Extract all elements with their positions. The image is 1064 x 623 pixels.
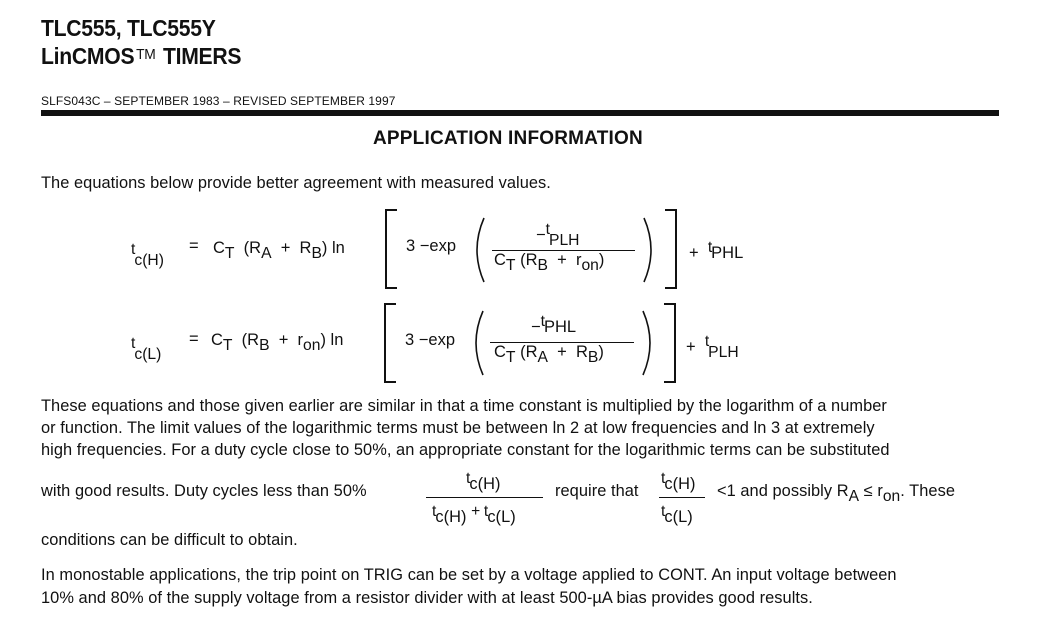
eq1-right-bracket	[661, 208, 681, 290]
paragraph1-line5: conditions can be difficult to obtain.	[41, 531, 298, 549]
eq2-left-paren	[467, 309, 487, 377]
document-id: SLFS043C – SEPTEMBER 1983 – REVISED SEPTEMBER 1997	[41, 94, 396, 108]
eq2-numerator: −tPHL	[531, 313, 577, 336]
eq2-tail: + $t_{PLH}$	[686, 333, 739, 361]
intro-text: The equations below provide better agreement with measured values.	[41, 174, 551, 192]
trademark-mark: TM	[136, 46, 156, 63]
duty-fraction-bar	[426, 497, 543, 498]
paragraph1-line2: or function. The limit values of the logarithmic terms must be between ln 2 at low frequencies and ln 3 at extremely	[41, 419, 875, 437]
eq1-tail: + tPHL	[689, 239, 744, 262]
paragraph1-line1: These equations and those given earlier are similar in that a time constant is multiplied by the logarithm of a number	[41, 397, 887, 415]
document-title-line2	[41, 42, 241, 69]
section-heading: APPLICATION INFORMATION	[373, 128, 643, 149]
eq2-three-exp: 3 −exp	[405, 331, 455, 349]
ratio-fraction-denominator: tc(L)	[661, 503, 693, 526]
duty-fraction-denominator: tc(H) + tc(L)	[432, 503, 516, 526]
paragraph2-line1: In monostable applications, the trip point on TRIG can be set by a voltage applied to CONT. An input voltage between	[41, 566, 897, 584]
eq1-right-paren	[640, 216, 660, 284]
eq1-factor: $C_T$ $(R_A + R_B)$ ln	[213, 239, 345, 262]
title-suffix: TIMERS	[157, 43, 242, 69]
paragraph1-line4-require: require that	[555, 482, 639, 500]
eq1-numerator: $-t_{PLH}$	[536, 221, 580, 249]
eq2-left-bracket	[380, 302, 400, 384]
eq2-denominator: $C_T$ $(R_A + R_B)$	[494, 343, 604, 366]
eq1-denominator: $C_T$ $(R_B + r_{on})$	[494, 251, 605, 274]
eq2-equals: =	[189, 330, 199, 348]
paragraph1-line4-end: <1 and possibly $R_A \le r_{on}$. These	[717, 482, 955, 505]
eq1-three-exp: 3 −exp	[406, 237, 456, 255]
eq1-left-paren	[468, 216, 488, 284]
eq2-right-bracket	[660, 302, 680, 384]
eq1-lhs: $t_{c(H)}$	[131, 241, 164, 269]
ratio-fraction-numerator: tc(H)	[661, 470, 696, 493]
paragraph2-line2: 10% and 80% of the supply voltage from a resistor divider with at least 500-µA bias provides good results.	[41, 589, 813, 607]
eq2-factor: $C_T$ $(R_B + r_{on})$ ln	[211, 331, 344, 354]
title-product: LinCMOS	[41, 43, 135, 69]
eq2-lhs: $t_{c(L)}$	[131, 335, 162, 363]
eq1-equals: =	[189, 237, 199, 255]
ratio-fraction-bar	[659, 497, 705, 498]
eq1-left-bracket	[381, 208, 401, 290]
eq2-right-paren	[639, 309, 659, 377]
paragraph1-line4-start: with good results. Duty cycles less than 50%	[41, 482, 367, 500]
paragraph1-line3: high frequencies. For a duty cycle close to 50%, an appropriate constant for the logarithmic terms can be substituted	[41, 441, 890, 459]
duty-fraction-numerator: tc(H)	[466, 470, 501, 493]
document-title-line1: TLC555, TLC555Y	[41, 15, 216, 41]
header-rule	[41, 110, 999, 116]
